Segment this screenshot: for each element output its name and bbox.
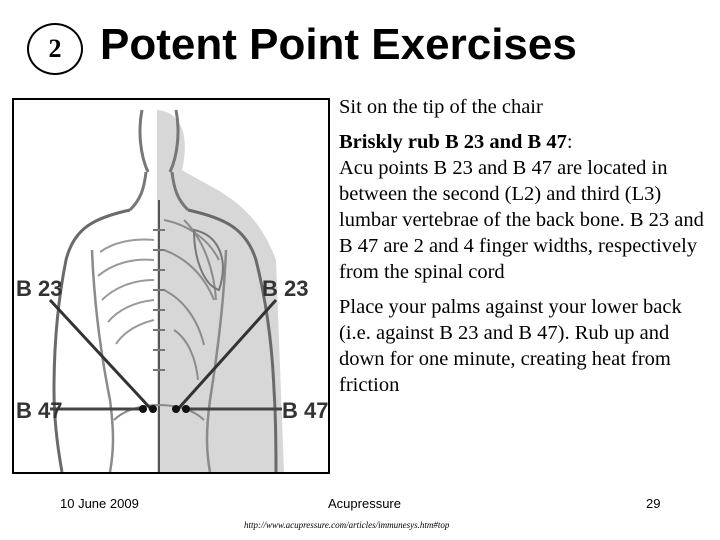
instruction-step-1: Sit on the tip of the chair	[339, 96, 543, 118]
slide-number: 2	[48, 34, 62, 63]
instruction-step-2	[339, 129, 711, 285]
label-left-b47: B 47	[16, 398, 63, 423]
back-acupoint-figure	[12, 98, 330, 474]
left-b23-leader	[50, 300, 151, 409]
left-b23-point	[149, 405, 157, 413]
footer-page-number: 29	[646, 496, 661, 511]
footer-date: 10 June 2009	[60, 496, 139, 511]
instruction-step-2-body: Acu points B 23 and B 47 are located in between the second (L2) and third (L3) lumbar vertebrae of the back bone. B 23 and B 47 are 2 and 4 finger widths, respectively from the spinal cord	[339, 157, 704, 283]
right-b23-point	[172, 405, 180, 413]
left-torso-outline	[92, 250, 113, 472]
footer-title: Acupressure	[328, 496, 401, 511]
label-left-b23: B 23	[16, 276, 63, 301]
instruction-step-2-heading: Briskly rub B 23 and B 47	[339, 131, 567, 153]
left-b47-point	[139, 405, 147, 413]
instruction-step-2-colon: :	[566, 131, 573, 153]
label-right-b23: B 23	[262, 276, 309, 301]
instruction-step-3: Place your palms against your lower back (i.e. against B 23 and B 47). Rub up and down for one minute, creating heat from friction	[339, 296, 682, 396]
left-ribs	[98, 240, 154, 345]
instruction-text	[339, 94, 711, 407]
footer-source-url: http://www.acupressure.com/articles/immunesys.htm#top	[244, 520, 450, 530]
slide-number-badge	[27, 23, 83, 75]
right-b47-point	[182, 405, 190, 413]
label-right-b47: B 47	[282, 398, 328, 423]
back-acupoint-illustration	[14, 100, 328, 472]
slide-title: Potent Point Exercises	[100, 20, 577, 69]
